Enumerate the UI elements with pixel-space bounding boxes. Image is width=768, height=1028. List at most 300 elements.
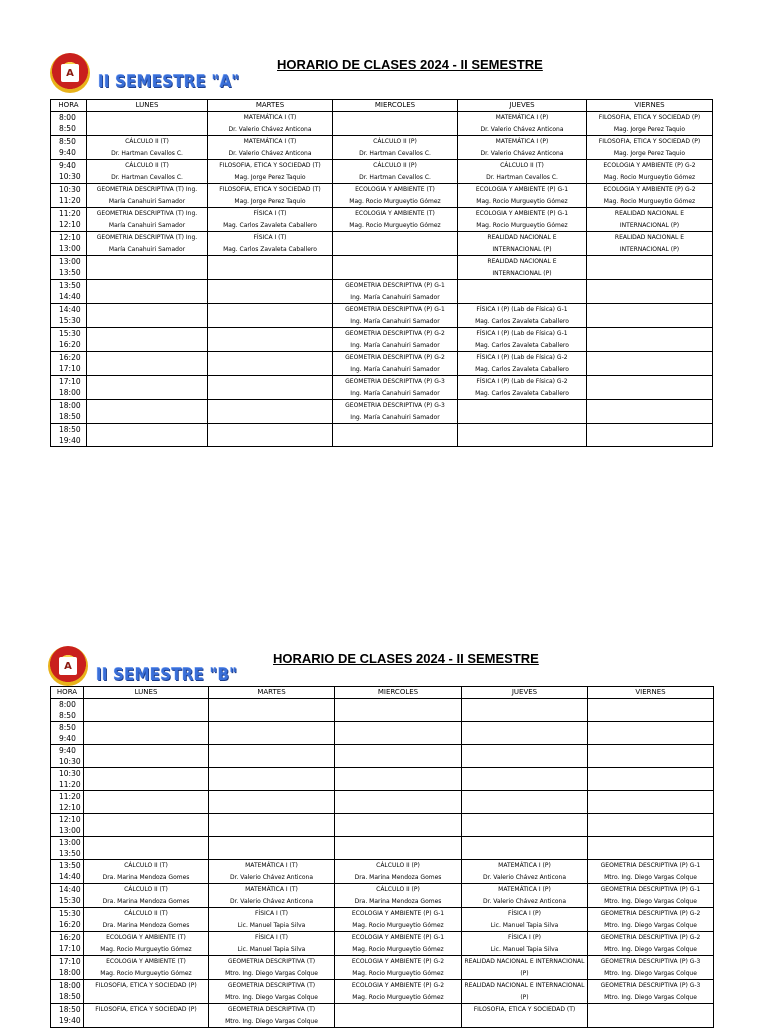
hour-label: 15:30 [59,329,81,338]
course-cell [209,860,335,884]
course-detail: Mag. Carlos Zavaleta Caballero [475,317,569,325]
course-cell [588,980,714,1004]
course-detail: Dr. Valerio Chávez Anticona [480,149,564,157]
course-detail: Lic. Manuel Tapia Silva [237,921,306,929]
course-cell [335,837,462,860]
table-row [51,980,714,1004]
course-detail: Mag. Rocio Murgueytio Gómez [603,197,696,205]
course-name: REALIDAD NACIONAL E INTERNACIONAL [464,958,585,965]
course-name: FÍSICA I (T) [254,934,289,941]
hour-cell [51,860,84,884]
table-row [51,837,714,860]
course-name: GEOMETRIA DESCRIPTIVA (P) G-2 [345,354,445,361]
column-header-viernes: VIERNES [588,687,714,699]
course-cell [462,980,588,1004]
course-cell [588,722,714,745]
hour-label: 10:30 [59,757,81,766]
table-row [51,745,714,768]
course-detail: Ing. María Canahuiri Samador [350,317,440,325]
hour-cell [51,932,84,956]
course-detail: Mtro. Ing. Diego Vargas Colque [225,993,318,1001]
university-logo-icon: A [50,53,90,93]
hour-label: 14:40 [59,872,81,881]
course-detail: Dr. Hartman Cevallos C. [111,149,183,157]
course-name: MATEMÁTICA I (P) [498,862,551,869]
course-name: MATEMÁTICA I (T) [245,886,298,893]
course-cell [588,860,714,884]
course-name: GEOMETRIA DESCRIPTIVA (T) Ing. [96,186,198,193]
column-header-martes: MARTES [208,100,333,112]
section-title: II SEMESTRE "A" [98,72,240,92]
hour-label: 18:50 [59,412,81,421]
course-name: CÁLCULO II (T) [125,138,169,145]
hour-label: 18:00 [59,388,81,397]
course-name: GEOMETRIA DESCRIPTIVA (P) G-2 [345,330,445,337]
course-cell [84,791,209,814]
hour-cell [51,908,84,932]
course-detail: Dr. Valerio Chávez Anticona [480,125,564,133]
course-detail: Lic. Manuel Tapia Silva [490,921,559,929]
hour-label: 8:50 [59,124,76,133]
course-detail: Mag. Carlos Zavaleta Caballero [475,389,569,397]
course-cell [209,932,335,956]
course-detail: Ing. María Canahuiri Samador [350,341,440,349]
hour-label: 13:50 [59,268,81,277]
hour-label: 9:40 [59,161,76,170]
hour-label: 8:50 [59,723,76,732]
course-name: GEOMETRIA DESCRIPTIVA (P) G-3 [600,982,701,989]
course-name: GEOMETRIA DESCRIPTIVA (P) G-1 [600,886,701,893]
course-name: FILOSOFIA, ETICA Y SOCIEDAD (T) [219,162,321,169]
course-detail: Lic. Manuel Tapia Silva [237,945,306,953]
hour-label: 8:50 [59,711,76,720]
university-logo-icon: A [48,646,88,686]
hour-cell [51,745,84,768]
course-name: GEOMETRIA DESCRIPTIVA (T) Ing. [96,210,198,217]
hour-label: 9:40 [59,746,76,755]
course-detail: Mag. Carlos Zavaleta Caballero [475,341,569,349]
course-detail: Dr. Valerio Chávez Anticona [229,897,314,905]
course-name: CÁLCULO II (P) [376,862,420,869]
course-cell [462,791,588,814]
course-name: REALIDAD NACIONAL E [487,234,557,241]
course-detail: Mtro. Ing. Diego Vargas Colque [604,969,697,977]
hour-label: 14:40 [59,292,81,301]
course-name: FILOSOFIA, ETICA Y SOCIEDAD (P) [598,114,701,121]
hour-label: 12:10 [59,220,81,229]
course-cell [462,932,588,956]
course-cell [84,980,209,1004]
course-name: FILOSOFIA, ETICA Y SOCIEDAD (T) [219,186,321,193]
hour-label: 17:10 [59,944,81,953]
column-header-jueves: JUEVES [462,687,588,699]
course-detail: Dr. Hartman Cevallos C. [111,173,183,181]
hour-label: 10:30 [59,185,81,194]
course-name: CÁLCULO II (T) [500,162,544,169]
course-name: GEOMETRIA DESCRIPTIVA (P) G-1 [345,282,445,289]
course-cell [335,745,462,768]
hour-label: 13:00 [59,257,81,266]
course-cell [84,932,209,956]
course-detail: Mtro. Ing. Diego Vargas Colque [604,993,697,1001]
course-cell [462,699,588,722]
course-detail: Mag. Rocio Murgueytio Gómez [476,221,568,229]
course-name: MATEMÁTICA I (P) [495,114,549,121]
course-name: GEOMETRIA DESCRIPTIVA (P) G-2 [600,910,701,917]
hour-label: 18:50 [59,425,81,434]
hour-cell [51,699,84,722]
course-cell [209,837,335,860]
course-detail: Mag. Jorge Perez Taquio [613,149,686,157]
course-cell [588,884,714,908]
course-name: MATEMÁTICA I (P) [498,886,551,893]
hour-label: 18:50 [59,1005,81,1014]
hour-label: 18:00 [59,401,81,410]
course-cell [588,699,714,722]
hour-label: 18:50 [59,992,81,1001]
course-cell [209,908,335,932]
course-detail: Dr. Hartman Cevallos C. [486,173,558,181]
hour-label: 15:30 [59,896,81,905]
course-name: FÍSICA I (T) [253,210,287,217]
course-name: ECOLOGIA Y AMBIENTE (P) G-2 [351,958,445,965]
course-detail: Mtro. Ing. Diego Vargas Colque [604,897,697,905]
course-detail: Mag. Rocio Murgueytio Gómez [349,221,441,229]
course-detail: Mag. Rocio Murgueytio Gómez [100,945,192,953]
section-title: II SEMESTRE "B" [96,665,238,685]
course-name: CÁLCULO II (P) [373,162,417,169]
table-row [51,722,714,745]
course-name: ECOLOGIA Y AMBIENTE (P) G-1 [351,910,445,917]
course-detail: (P) [520,993,529,1001]
course-detail: María Canahuiri Samador [108,245,186,253]
course-name: ECOLOGIA Y AMBIENTE (T) [355,210,435,217]
course-name: ECOLOGIA Y AMBIENTE (P) G-2 [351,982,445,989]
course-name: FÍSICA I (P) (Lab de Física) G-1 [476,330,568,337]
course-name: GEOMETRIA DESCRIPTIVA (T) Ing. [96,234,198,241]
course-detail: Mtro. Ing. Diego Vargas Colque [604,945,697,953]
course-name: FILOSOFIA, ETICA Y SOCIEDAD (P) [598,138,701,145]
course-cell [335,699,462,722]
course-cell [209,956,335,980]
hour-label: 13:00 [59,826,81,835]
course-detail: Mag. Rocio Murgueytio Gómez [352,993,444,1001]
course-name: CÁLCULO II (T) [124,886,168,893]
course-detail: Lic. Manuel Tapia Silva [490,945,559,953]
hour-label: 11:20 [59,792,81,801]
course-cell [335,908,462,932]
course-name: ECOLOGIA Y AMBIENTE (P) G-1 [475,210,569,217]
course-detail: Dr. Valerio Chávez Anticona [229,873,314,881]
hour-label: 17:10 [59,364,81,373]
course-detail: Mag. Rocio Murgueytio Gómez [352,945,444,953]
course-detail: Mag. Rocio Murgueytio Gómez [352,969,444,977]
course-detail: Mag. Rocio Murgueytio Gómez [100,969,192,977]
course-cell [209,768,335,791]
course-detail: Dr. Valerio Chávez Anticona [228,125,312,133]
hour-cell [51,814,84,837]
hour-label: 10:30 [59,172,81,181]
course-name: FILOSOFIA, ETICA Y SOCIEDAD (P) [95,1006,197,1013]
hour-label: 16:20 [59,353,81,362]
hour-label: 16:20 [59,920,81,929]
course-name: GEOMETRIA DESCRIPTIVA (T) [227,1006,316,1013]
course-name: ECOLOGIA Y AMBIENTE (T) [106,958,186,965]
course-detail: Dr. Hartman Cevallos C. [359,173,431,181]
page-title: HORARIO DE CLASES 2024 - II SEMESTRE [277,57,543,72]
table-row [51,814,714,837]
course-name: GEOMETRIA DESCRIPTIVA (P) G-1 [345,306,445,313]
hour-label: 14:40 [59,305,81,314]
course-name: ECOLOGIA Y AMBIENTE (P) G-2 [603,162,696,169]
hour-label: 11:20 [59,209,81,218]
course-detail: Mag. Rocio Murgueytio Gómez [349,197,441,205]
hour-label: 11:20 [59,196,81,205]
course-name: CÁLCULO II (P) [376,886,420,893]
hour-label: 10:30 [59,769,81,778]
course-cell [335,860,462,884]
course-cell [209,814,335,837]
hour-label: 8:00 [59,700,76,709]
course-name: CÁLCULO II (P) [373,138,417,145]
course-name: CÁLCULO II (T) [124,910,168,917]
column-header-jueves: JUEVES [458,100,587,112]
course-detail: Mtro. Ing. Diego Vargas Colque [604,873,697,881]
hour-label: 12:10 [59,803,81,812]
course-detail: Dra. Marina Mendoza Gomes [354,897,442,905]
course-detail: Mag. Carlos Zavaleta Caballero [223,245,317,253]
course-cell [588,745,714,768]
course-cell [209,699,335,722]
course-cell [84,768,209,791]
hour-cell [51,768,84,791]
course-name: REALIDAD NACIONAL E [614,210,685,217]
hour-label: 8:00 [59,113,76,122]
course-cell [84,837,209,860]
hour-label: 12:10 [59,233,81,242]
course-cell [84,884,209,908]
hour-label: 13:50 [59,849,81,858]
course-name: MATEMÁTICA I (T) [243,114,297,121]
header-row [51,687,714,699]
hour-label: 13:00 [59,838,81,847]
course-detail: Mtro. Ing. Diego Vargas Colque [225,1017,318,1025]
hour-label: 13:50 [59,861,81,870]
hour-label: 18:00 [59,981,81,990]
column-header-miercoles: MIERCOLES [333,100,458,112]
column-header-viernes: VIERNES [587,100,713,112]
course-cell [462,908,588,932]
course-detail: Mag. Carlos Zavaleta Caballero [475,365,569,373]
course-cell [462,768,588,791]
hour-cell [51,884,84,908]
course-name: FILOSOFIA, ETICA Y SOCIEDAD (T) [473,1006,576,1013]
hour-label: 16:20 [59,933,81,942]
course-cell [209,722,335,745]
course-detail: Ing. María Canahuiri Samador [350,293,440,301]
course-detail: María Canahuiri Samador [108,197,186,205]
course-cell [462,837,588,860]
course-name: REALIDAD NACIONAL E [614,234,685,241]
hour-label: 8:50 [59,137,76,146]
course-cell [335,722,462,745]
course-detail: Ing. María Canahuiri Samador [350,389,440,397]
hour-label: 11:20 [59,780,81,789]
course-detail: Dra. Marina Mendoza Gomes [354,873,442,881]
course-name: MATEMÁTICA I (P) [495,138,549,145]
hour-cell [51,956,84,980]
course-detail: Mag. Jorge Perez Taquio [613,125,686,133]
table-row [51,908,714,932]
column-header-lunes: LUNES [84,687,209,699]
table-row [51,768,714,791]
hour-label: 19:40 [59,436,81,445]
hour-label: 15:30 [59,316,81,325]
hour-label: 12:10 [59,815,81,824]
course-detail: Ing. María Canahuiri Samador [350,365,440,373]
hour-label: 17:10 [59,377,81,386]
course-name: GEOMETRIA DESCRIPTIVA (P) G-2 [600,934,701,941]
course-cell [588,837,714,860]
course-detail: Mag. Carlos Zavaleta Caballero [223,221,317,229]
course-name: MATEMÁTICA I (T) [245,862,298,869]
course-detail: Mag. Rocio Murgueytio Gómez [603,173,696,181]
course-cell [588,908,714,932]
hour-cell [51,837,84,860]
course-name: FÍSICA I (T) [253,234,287,241]
table-row [51,884,714,908]
hour-label: 19:40 [59,1016,81,1025]
course-cell [84,860,209,884]
course-detail: Mtro. Ing. Diego Vargas Colque [604,921,697,929]
hour-label: 9:40 [59,148,76,157]
course-cell [209,884,335,908]
course-detail: Dr. Valerio Chávez Anticona [482,897,567,905]
hour-cell [51,980,84,1004]
course-cell [335,768,462,791]
hour-cell [51,722,84,745]
column-header-martes: MARTES [209,687,335,699]
course-detail: INTERNACIONAL (P) [619,245,680,253]
course-detail: Dra. Marina Mendoza Gomes [102,873,190,881]
course-cell [462,722,588,745]
course-detail: Mtro. Ing. Diego Vargas Colque [225,969,318,977]
hour-label: 16:20 [59,340,81,349]
hour-label: 18:00 [59,968,81,977]
course-name: FÍSICA I (P) [508,934,541,941]
course-name: GEOMETRIA DESCRIPTIVA (P) G-3 [600,958,701,965]
course-detail: Mag. Rocio Murgueytio Gómez [352,921,444,929]
course-detail: Dra. Marina Mendoza Gomes [102,897,190,905]
column-header-miercoles: MIERCOLES [335,687,462,699]
course-cell [335,814,462,837]
course-cell [335,932,462,956]
course-name: CÁLCULO II (T) [125,162,169,169]
hour-cell [51,791,84,814]
course-detail: Dra. Marina Mendoza Gomes [102,921,190,929]
course-name: FÍSICA I (P) (Lab de Física) G-2 [476,378,568,385]
course-cell [84,908,209,932]
course-name: FÍSICA I (P) (Lab de Física) G-2 [476,354,568,361]
page-title: HORARIO DE CLASES 2024 - II SEMESTRE [273,651,539,666]
course-name: MATEMÁTICA I (T) [243,138,297,145]
hour-label: 9:40 [59,734,76,743]
course-cell [335,956,462,980]
course-name: GEOMETRIA DESCRIPTIVA (T) [227,982,316,989]
course-detail: Ing. María Canahuiri Samador [350,413,440,421]
course-cell [462,956,588,980]
course-cell [209,791,335,814]
course-detail: Mag. Rocio Murgueytio Gómez [476,197,568,205]
table-row [51,932,714,956]
course-cell [588,768,714,791]
schedule-table [50,686,714,1028]
course-name: GEOMETRIA DESCRIPTIVA (P) G-3 [345,378,445,385]
course-detail: Dr. Valerio Chávez Anticona [482,873,567,881]
hour-label: 17:10 [59,957,81,966]
course-name: FÍSICA I (T) [254,910,289,917]
course-cell [84,722,209,745]
column-header-hora: HORA [51,100,87,112]
hour-label: 13:00 [59,244,81,253]
course-name: REALIDAD NACIONAL E INTERNACIONAL [464,982,585,989]
course-cell [588,956,714,980]
course-detail: INTERNACIONAL (P) [492,245,552,253]
course-name: FÍSICA I (P) [508,910,541,917]
course-cell [209,980,335,1004]
course-detail: INTERNACIONAL (P) [492,269,552,277]
course-cell [588,791,714,814]
course-name: ECOLOGIA Y AMBIENTE (T) [355,186,435,193]
table-row [51,956,714,980]
course-name: ECOLOGIA Y AMBIENTE (P) G-2 [603,186,696,193]
course-name: REALIDAD NACIONAL E [487,258,557,265]
hour-label: 13:50 [59,281,81,290]
course-name: FÍSICA I (P) (Lab de Física) G-1 [476,306,568,313]
course-cell [462,884,588,908]
course-name: ECOLOGIA Y AMBIENTE (P) G-1 [475,186,569,193]
column-header-lunes: LUNES [87,100,208,112]
course-name: CÁLCULO II (T) [124,862,168,869]
course-cell [462,814,588,837]
course-detail: Dr. Valerio Chávez Anticona [228,149,312,157]
course-detail: Mag. Jorge Perez Taquio [234,173,306,181]
course-cell [462,745,588,768]
course-detail: Dr. Hartman Cevallos C. [359,149,431,157]
course-name: ECOLOGIA Y AMBIENTE (P) G-1 [351,934,445,941]
course-detail: (P) [520,969,529,977]
hour-label: 14:40 [59,885,81,894]
course-cell [335,980,462,1004]
column-header-hora: HORA [51,687,84,699]
course-detail: INTERNACIONAL (P) [619,221,680,229]
course-name: FILOSOFIA, ETICA Y SOCIEDAD (P) [95,982,197,989]
course-cell [335,791,462,814]
course-detail: María Canahuiri Samador [108,221,186,229]
course-cell [84,956,209,980]
table-row [51,860,714,884]
course-cell [84,814,209,837]
course-cell [588,814,714,837]
course-cell [209,745,335,768]
table-row [51,699,714,722]
course-cell [335,884,462,908]
course-name: ECOLOGIA Y AMBIENTE (T) [106,934,186,941]
hour-label: 15:30 [59,909,81,918]
course-cell [588,932,714,956]
course-cell [84,699,209,722]
course-detail: Mag. Jorge Perez Taquio [234,197,306,205]
